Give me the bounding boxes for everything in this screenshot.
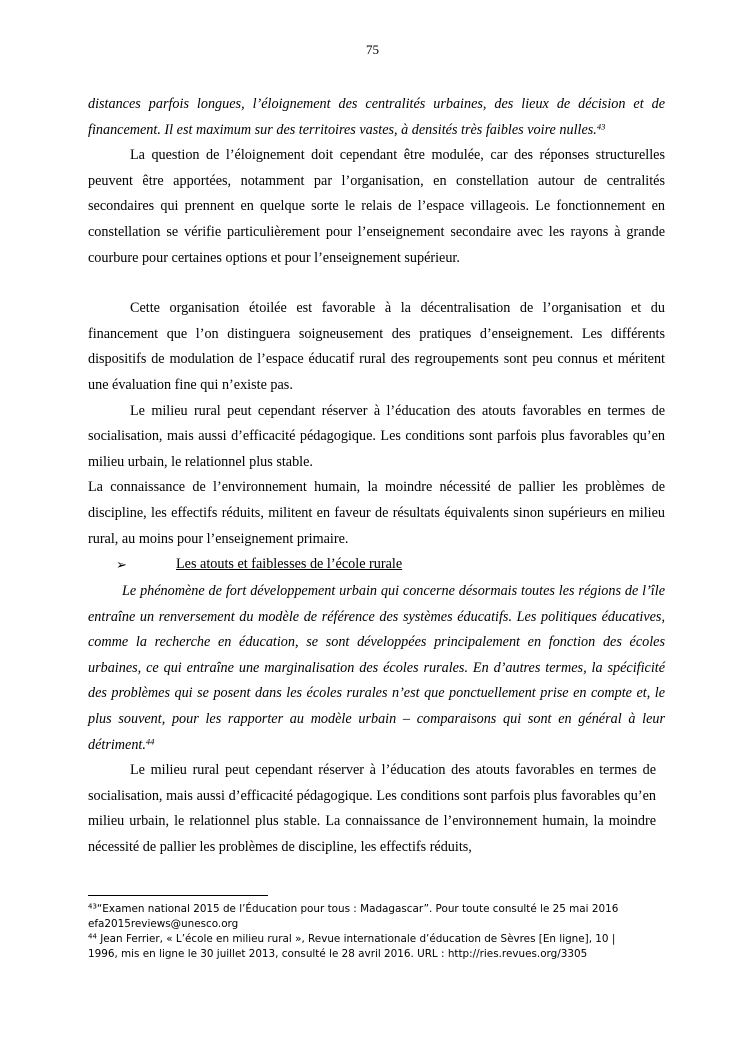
footnote-number: 44 bbox=[88, 932, 97, 941]
footnote-number: 43 bbox=[88, 902, 97, 911]
paragraph-connaissance: La connaissance de l’environnement humain, la moindre nécessité de pallier les problèmes de discipline, les effectifs réduits, militent en faveur de résultats équivalents sinon supérieurs en milieu rural, au moins pour l’enseignement primaire. bbox=[88, 479, 665, 547]
footnote-ref-44: 44 bbox=[145, 735, 155, 746]
footnote-divider bbox=[88, 895, 268, 896]
page-number: 75 bbox=[366, 42, 379, 57]
quote-text: Le phénomène de fort développement urbain qui concerne désormais toutes les régions de l’île entraîne un renversement du modèle de référence des systèmes éducatifs. Les politiques éducatives, comme la recherche en éducation, se sont développées principalement en fonction des écoles urbaines, ce qui entraîne une marginalisation des écoles rurales. En d’autres termes, la spécificité des problèmes qui se posent dans les écoles rurales n’est que ponctuellement prise en compte et, le plus souvent, pour les rapporter au modèle urbain – comparaisons qui sont en général à leur détriment bbox=[88, 583, 665, 753]
block-quote bbox=[88, 579, 665, 758]
arrow-bullet-icon: ➢ bbox=[116, 557, 127, 573]
footnote-44 bbox=[88, 932, 648, 962]
paragraph-organisation-etoilee: Cette organisation étoilée est favorable à la décentralisation de l’organisation et du financement que l’on distinguera soigneusement des pratiques d’enseignement. Les différents dispositifs de modulation de l’espace éducatif rural des regroupements sont peu connus et méritent une évaluation fine qui n’existe pas. bbox=[88, 300, 665, 393]
paragraph-milieu-rural: Le milieu rural peut cependant réserver à l’éducation des atouts favorables en termes de socialisation, mais aussi d’efficacité pédagogique. Les conditions sont parfois plus favorables qu’en milieu urbain, le relationnel plus stable. bbox=[88, 402, 665, 470]
footnotes bbox=[88, 902, 648, 962]
paragraph-text: distances parfois longues, l’éloignement des centralités urbaines, des lieux de décision et de financement. Il est maximum sur des territoires vastes, à densités très faibles voire nulles. bbox=[88, 96, 665, 138]
footnote-43 bbox=[88, 902, 648, 932]
paragraph-gap bbox=[88, 271, 665, 296]
paragraph-eloignement: La question de l’éloignement doit cependant être modulée, car des réponses structurelles peuvent être apportées, notamment par l’organisation, en constellation autour de centralités secondaires qui prennent en quelque sorte le relais de l’espace villageois. Le fonctionnement en constellation se vérifie particulièrement pour l’enseignement secondaire avec les rayons à grande courbure pour certaines options et pour l’enseignement supérieur. bbox=[88, 147, 665, 266]
section-heading bbox=[88, 552, 665, 579]
paragraph-milieu-rural-repeat: Le milieu rural peut cependant réserver à l’éducation des atouts favorables en termes de socialisation, mais aussi d’efficacité pédagogique. Les conditions sont parfois plus favorables qu’en milieu urbain, le relationnel plus stable. La connaissance de l’environnement humain, la moindre nécessité de pallier les problèmes de discipline, les effectifs réduits, bbox=[88, 762, 656, 856]
footnote-text: Jean Ferrier, « L’école en milieu rural », Revue internationale d’éducation de Sèvres [En ligne], 10 | 1996, mis en ligne le 30 juillet 2013, consulté le 28 avril 2016. URL : http://ries.revues.org/3305 bbox=[88, 933, 616, 960]
body-text bbox=[88, 92, 665, 861]
footnote-text: “Examen national 2015 de l’Éducation pour tous : Madagascar”. Pour toute consulté le 25 mai 2016 efa2015reviews@unesco.org bbox=[88, 903, 619, 930]
quote-end: . bbox=[142, 736, 146, 753]
section-heading-text: Les atouts et faiblesses de l’école rurale bbox=[176, 556, 403, 573]
footnote-ref-43: 43 bbox=[596, 120, 606, 131]
paragraph-italic-continuation bbox=[88, 92, 665, 143]
